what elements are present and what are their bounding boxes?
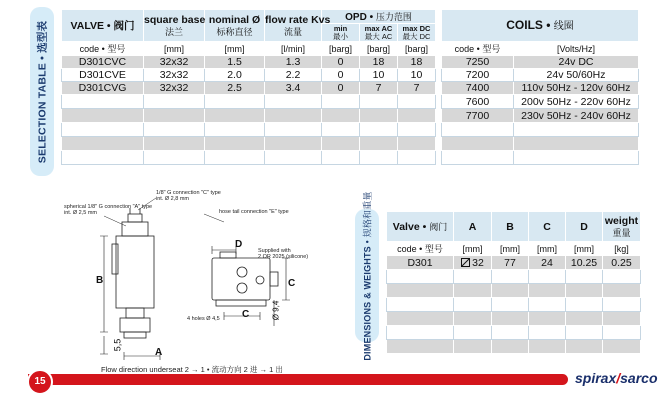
empty-row	[387, 270, 641, 284]
dim-d-header: D	[566, 212, 603, 242]
cell-code: D301CVG	[62, 82, 144, 95]
dim-cell-code: D301	[387, 256, 454, 270]
cell-square: 32x32	[144, 56, 205, 69]
opd-max-ac-header: max AC 最大 AC	[360, 24, 398, 42]
cell-square: 32x32	[144, 82, 205, 95]
empty-row	[387, 298, 641, 312]
coil-code: 7600	[442, 95, 514, 109]
units-square: [mm]	[144, 42, 205, 56]
nominal-col-header: nominal Ø 标称直径	[205, 10, 265, 42]
dim-units-d: [mm]	[566, 242, 603, 256]
note-connection-e: hose tail connection "E" type	[219, 209, 289, 215]
dim-b-header: B	[492, 212, 529, 242]
selection-side-label: SELECTION TABLE • 选型表	[36, 20, 49, 163]
note-connection-c: 1/8" G connection "C" type int. Ø 2,8 mm	[156, 190, 221, 202]
empty-row	[62, 109, 436, 123]
coil-volts: 24v 50/60Hz	[514, 69, 639, 82]
dim-label-c-lower: C	[242, 309, 250, 320]
square-col-header: square base 法兰	[144, 10, 205, 42]
dim-valve-header: Valve • 阀门	[387, 212, 454, 242]
cell-min: 0	[322, 82, 360, 95]
dim-c-header: C	[529, 212, 566, 242]
opd-header: OPD • 压力范围	[322, 10, 436, 24]
coils-header: COILS • 线圈	[442, 10, 639, 42]
dimensions-table	[386, 211, 641, 354]
dim-cell-weight: 0.25	[603, 256, 641, 270]
coils-units-code: code • 型号	[442, 42, 514, 56]
empty-row	[62, 123, 436, 137]
footer-red-bar	[28, 374, 568, 385]
cell-max-ac: 7	[360, 82, 398, 95]
cell-min: 0	[322, 56, 360, 69]
coils-table	[441, 9, 639, 165]
cell-max-dc: 18	[398, 56, 436, 69]
units-flow: [l/min]	[265, 42, 322, 56]
note-supplied: Supplied with 2 OR 2025 (silicone)	[258, 248, 309, 260]
coil-body-front	[116, 236, 154, 308]
dim-label-d: D	[235, 239, 243, 250]
dim-cell-d: 10.25	[566, 256, 603, 270]
table-row	[442, 82, 639, 95]
dim-cell-b: 77	[492, 256, 529, 270]
units-min: [barg]	[322, 42, 360, 56]
cell-max-dc: 7	[398, 82, 436, 95]
table-row	[442, 69, 639, 82]
coil-volts: 24v DC	[514, 56, 639, 69]
valve-col-header: VALVE • 阀门	[62, 10, 144, 42]
flow-col-header: flow rate Kvs 流量	[265, 10, 322, 42]
coil-volts: 230v 50Hz - 240v 60Hz	[514, 109, 639, 123]
dimensions-side-label: DIMENSIONS & WEIGHTS • 规格和重量	[362, 190, 373, 361]
units-max-dc: [barg]	[398, 42, 436, 56]
cell-min: 0	[322, 69, 360, 82]
dim-units-c: [mm]	[529, 242, 566, 256]
cell-flow: 2.2	[265, 69, 322, 82]
coil-volts: 110v 50Hz - 120v 60Hz	[514, 82, 639, 95]
coil-code: 7700	[442, 109, 514, 123]
valve-selection-table	[61, 9, 436, 165]
table-row	[62, 69, 436, 82]
coil-code: 7200	[442, 69, 514, 82]
empty-row	[62, 151, 436, 165]
cell-nominal: 2.5	[205, 82, 265, 95]
cell-flow: 1.3	[265, 56, 322, 69]
coil-volts: 200v 50Hz - 220v 60Hz	[514, 95, 639, 109]
dim-label-c: C	[288, 278, 296, 289]
cell-square: 32x32	[144, 69, 205, 82]
empty-row	[387, 326, 641, 340]
table-row	[62, 56, 436, 69]
flow-direction-note: Flow direction underseat 2 → 1 • 流动方向 2 进 → 1 出	[101, 365, 283, 374]
empty-row	[387, 284, 641, 298]
coils-units-volts: [Volts/Hz]	[514, 42, 639, 56]
table-row	[442, 56, 639, 69]
dim-label-b: B	[96, 275, 104, 286]
opd-min-header: min 最小	[322, 24, 360, 42]
dim-label-94: Ø 9,4	[271, 300, 281, 321]
dim-units-weight: [kg]	[603, 242, 641, 256]
empty-row	[442, 137, 639, 151]
selection-side-tab	[30, 7, 54, 176]
cell-max-dc: 10	[398, 69, 436, 82]
spirax-sarco-logo: spirax/sarco	[575, 370, 658, 386]
page-number: 15	[27, 369, 53, 395]
dim-cell-c: 24	[529, 256, 566, 270]
dimensions-side-tab	[355, 190, 379, 361]
empty-row	[442, 123, 639, 137]
empty-row	[442, 151, 639, 165]
dim-a-header: A	[454, 212, 492, 242]
units-max-ac: [barg]	[360, 42, 398, 56]
cell-flow: 3.4	[265, 82, 322, 95]
coil-body-side	[212, 258, 270, 300]
cell-code: D301CVC	[62, 56, 144, 69]
note-holes: 4 holes Ø 4,5	[187, 316, 220, 322]
units-nominal: [mm]	[205, 42, 265, 56]
empty-row	[387, 312, 641, 326]
cell-max-ac: 18	[360, 56, 398, 69]
cell-nominal: 1.5	[205, 56, 265, 69]
empty-row	[62, 95, 436, 109]
coil-code: 7250	[442, 56, 514, 69]
cell-code: D301CVE	[62, 69, 144, 82]
units-code: code • 型号	[62, 42, 144, 56]
dim-units-a: [mm]	[454, 242, 492, 256]
dim-label-a: A	[155, 347, 163, 358]
empty-row	[387, 340, 641, 354]
table-row	[442, 95, 639, 109]
dim-units-b: [mm]	[492, 242, 529, 256]
empty-row	[62, 137, 436, 151]
square-dimension-icon	[461, 258, 470, 267]
table-row	[387, 256, 641, 270]
dim-weight-header: weight 重量	[603, 212, 641, 242]
dim-label-55: 5,5	[112, 338, 123, 352]
table-row	[442, 109, 639, 123]
dim-units-code: code • 型号	[387, 242, 454, 256]
cell-max-ac: 10	[360, 69, 398, 82]
coil-code: 7400	[442, 82, 514, 95]
opd-max-dc-header: max DC 最大 DC	[398, 24, 436, 42]
cell-nominal: 2.0	[205, 69, 265, 82]
note-connection-a: spherical 1/8" G connection "A" type int. Ø 2,5 mm	[64, 204, 153, 216]
dim-cell-a: 32	[454, 256, 492, 270]
table-row	[62, 82, 436, 95]
